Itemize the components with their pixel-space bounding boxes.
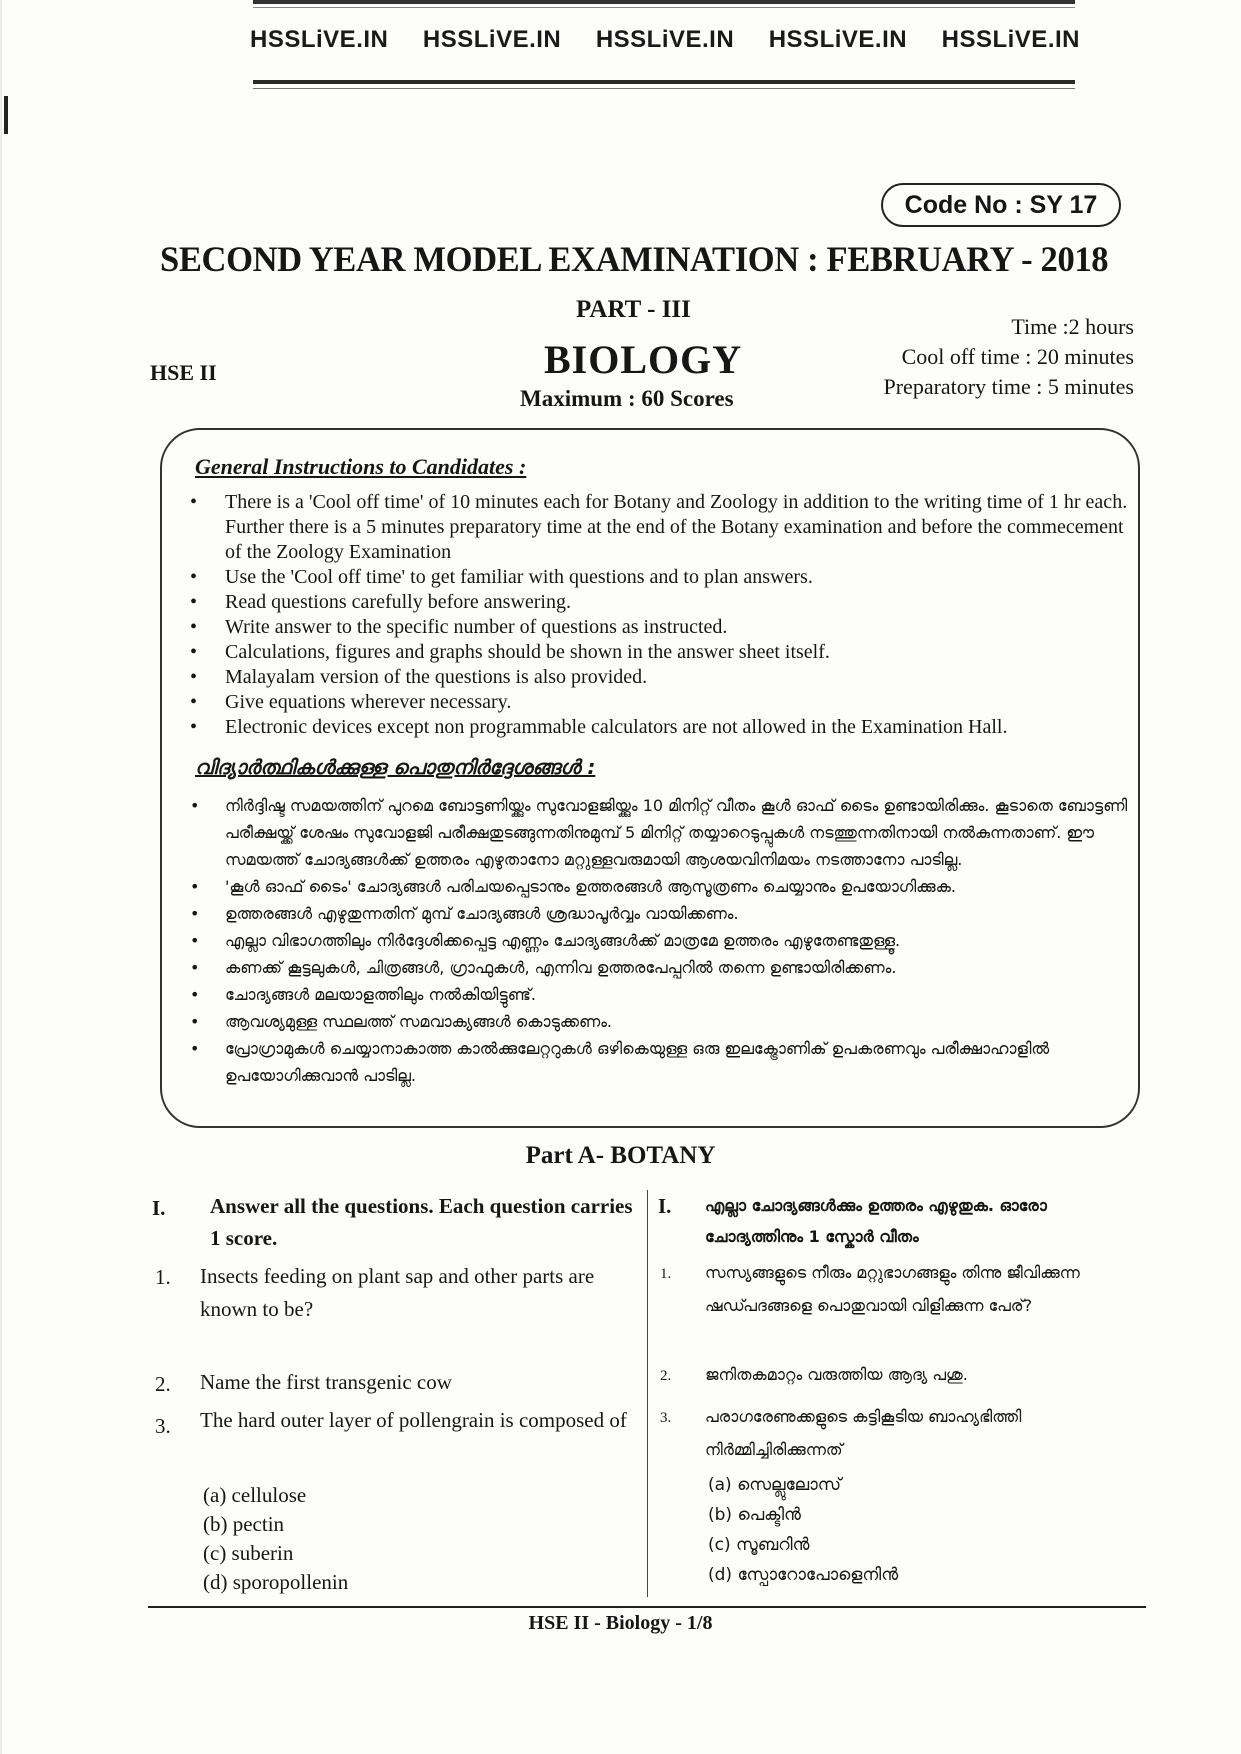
- instruction-item: • There is a 'Cool off time' of 10 minutes each for Botany and Zoology in addition to the writing time of 1 hr each. Further there is a 5 minutes preparatory time at the end of the Botany examination and before the commecement of the Zoology Examination: [190, 490, 1130, 565]
- question-number: 2.: [155, 1372, 171, 1396]
- instruction-item-malayalam: • 'കൂൾ ഓഫ് ടൈം' ചോദ്യങ്ങൾ പരിചയപ്പെടാനും ഉത്തരങ്ങൾ ആസൂത്രണം ചെയ്യാനും ഉപയോഗിക്കുക.: [190, 873, 1130, 900]
- instruction-item: • Use the 'Cool off time' to get familiar with questions and to plan answers.: [190, 565, 1130, 590]
- section-title: Part A- BOTANY: [525, 1142, 716, 1169]
- banner-top-rule: [253, 0, 1075, 4]
- section-instruction-malayalam: എല്ലാ ചോദ്യങ്ങൾക്കും ഉത്തരം എഴുതുക. ഓരോ ചോദ്യത്തിനും 1 സ്കോർ വീതം: [705, 1196, 1047, 1246]
- instruction-item-malayalam: • ഉത്തരങ്ങൾ എഴുതുന്നതിന് മുമ്പ് ചോദ്യങ്ങൾ ശ്രദ്ധാപൂർവ്വം വായിക്കണം.: [190, 900, 1130, 927]
- section-instruction: Answer all the questions. Each question carries 1 score.: [210, 1194, 633, 1250]
- banner-text: HSSLiVE.IN: [595, 26, 735, 53]
- instruction-item-malayalam: • എല്ലാ വിഭാഗത്തിലും നിർദ്ദേശിക്കപ്പെട്ട എണ്ണം ചോദ്യങ്ങൾക്ക് മാത്രമേ ഉത്തരം എഴുതേണ്ടതുള്ളൂ.: [190, 927, 1130, 954]
- page-footer: HSE II - Biology - 1/8: [528, 1612, 713, 1634]
- scan-edge-mark: [4, 96, 8, 134]
- option-malayalam: (c) സൂബറിൻ: [708, 1535, 810, 1555]
- column-divider: [647, 1190, 648, 1597]
- question-text-malayalam: പരാഗരേണുക്കളുടെ കട്ടികൂടിയ ബാഹ്യഭിത്തി നിർമ്മിച്ചിരിക്കുന്നത്: [705, 1407, 1022, 1459]
- section-number: I.: [152, 1196, 166, 1220]
- footer-rule: [148, 1606, 1146, 1608]
- watermark-banner: [250, 26, 1080, 54]
- option-list-malayalam: [708, 1470, 898, 1590]
- cool-off-time: Cool off time : 20 minutes: [901, 344, 1134, 369]
- banner-text: HSSLiVE.IN: [768, 26, 908, 53]
- instruction-item-malayalam: • ആവശ്യമുള്ള സ്ഥലത്ത് സമവാക്യങ്ങൾ കൊടുക്കണം.: [190, 1008, 1130, 1035]
- option: (a) cellulose: [203, 1483, 307, 1507]
- question-text: The hard outer layer of pollengrain is composed of: [200, 1408, 627, 1432]
- instruction-item: • Electronic devices except non programmable calculators are not allowed in the Examination Hall.: [190, 715, 1130, 740]
- instruction-item-malayalam: • നിർദ്ദിഷ്ട സമയത്തിന് പുറമെ ബോട്ടണിയ്ക്കും സുവോളജിയ്ക്കും 10 മിനിറ്റ് വീതം കൂൾ ഓഫ് ടൈം ഉണ്ടായിരിക്കും. കൂടാതെ ബോട്ടണി പരീക്ഷയ്ക്ക് ശേഷം സുവോളജി പരീക്ഷതുടങ്ങുന്നതിനുമുമ്പ് 5 മിനിറ്റ് തയ്യാറെടുപ്പുകൾ നടത്തുന്നതിനായി നൽകുന്നതാണ്. ഈ സമയത്ത് ചോദ്യങ്ങൾക്ക് ഉത്തരം എഴുതാനോ മറ്റുള്ളവരുമായി ആശയവിനിമയം നടത്താനോ പാടില്ല.: [190, 792, 1130, 873]
- time-info: [884, 312, 1135, 402]
- class-label: HSE II: [150, 360, 217, 385]
- option: (d) sporopollenin: [203, 1570, 349, 1594]
- banner-bottom-rule: [253, 80, 1075, 84]
- question-number-malayalam: 3.: [660, 1410, 672, 1426]
- banner-text: HSSLiVE.IN: [250, 26, 389, 53]
- question-text: Name the first transgenic cow: [200, 1370, 452, 1394]
- instruction-item: • Write answer to the specific number of questions as instructed.: [190, 615, 1130, 640]
- part-label: PART - III: [576, 296, 691, 323]
- question-text-malayalam: സസ്യങ്ങളുടെ നീരും മറ്റുഭാഗങ്ങളും തിന്നു ജീവിക്കുന്ന ഷഡ്പദങ്ങളെ പൊതുവായി വിളിക്കുന്ന പേര്?: [705, 1263, 1080, 1315]
- question-number-malayalam: 1.: [660, 1266, 672, 1282]
- instruction-item-malayalam: • പ്രോഗ്രാമുകൾ ചെയ്യാനാകാത്ത കാൽക്കുലേറ്ററുകൾ ഒഴികെയുള്ള ഒരു ഇലക്ട്രോണിക് ഉപകരണവും പരീക്ഷാഹാളിൽ ഉപയോഗിക്കുവാൻ പാടില്ല.: [190, 1035, 1130, 1089]
- code-number-badge: Code No : SY 17: [881, 183, 1121, 227]
- banner-text: HSSLiVE.IN: [941, 26, 1080, 53]
- question-text-malayalam: ജനിതകമാറ്റം വരുത്തിയ ആദ്യ പശു.: [705, 1365, 968, 1384]
- banner-text: HSSLiVE.IN: [422, 26, 562, 53]
- option-list: [203, 1481, 348, 1597]
- instructions-heading-malayalam: വിദ്യാർത്ഥികൾക്കുള്ള പൊതുനിർദ്ദേശങ്ങൾ :: [195, 755, 596, 779]
- question-number: 3.: [155, 1414, 171, 1438]
- banner-bottom-rule-thin: [253, 88, 1075, 89]
- instruction-item: • Malayalam version of the questions is also provided.: [190, 665, 1130, 690]
- subject-title: BIOLOGY: [544, 337, 743, 382]
- scan-edge-shadow: [0, 0, 2, 1754]
- option: (b) pectin: [203, 1512, 285, 1536]
- question-text: Insects feeding on plant sap and other parts are known to be?: [200, 1264, 595, 1321]
- exam-title: SECOND YEAR MODEL EXAMINATION : FEBRUARY - 2018: [160, 239, 1109, 279]
- instruction-item: • Give equations wherever necessary.: [190, 690, 1130, 715]
- instruction-item: • Read questions carefully before answering.: [190, 590, 1130, 615]
- max-score: Maximum : 60 Scores: [520, 386, 734, 411]
- time-allowed: Time :2 hours: [1011, 314, 1134, 339]
- instruction-item-malayalam: • കണക്ക് കൂട്ടലുകൾ, ചിത്രങ്ങൾ, ഗ്രാഫുകൾ, എന്നിവ ഉത്തരപേപ്പറിൽ തന്നെ ഉണ്ടായിരിക്കണം.: [190, 954, 1130, 981]
- option-malayalam: (d) സ്പോറോപോളെനിൻ: [708, 1565, 899, 1585]
- option: (c) suberin: [203, 1541, 294, 1565]
- question-number-malayalam: 2.: [660, 1368, 672, 1384]
- instructions-list: [190, 490, 1130, 740]
- preparatory-time: Preparatory time : 5 minutes: [883, 374, 1134, 399]
- instruction-item-malayalam: • ചോദ്യങ്ങൾ മലയാളത്തിലും നൽകിയിട്ടുണ്ട്.: [190, 981, 1130, 1008]
- instructions-list-malayalam: [190, 792, 1130, 1089]
- instruction-item: • Calculations, figures and graphs should be shown in the answer sheet itself.: [190, 640, 1130, 665]
- question-number: 1.: [155, 1265, 171, 1289]
- option-malayalam: (b) പെക്ടിൻ: [708, 1505, 801, 1525]
- banner-top-rule-thin: [253, 7, 1075, 8]
- instructions-heading: General Instructions to Candidates :: [195, 454, 527, 479]
- section-number-malayalam: I.: [658, 1194, 672, 1218]
- option-malayalam: (a) സെല്ലുലോസ്: [708, 1475, 842, 1495]
